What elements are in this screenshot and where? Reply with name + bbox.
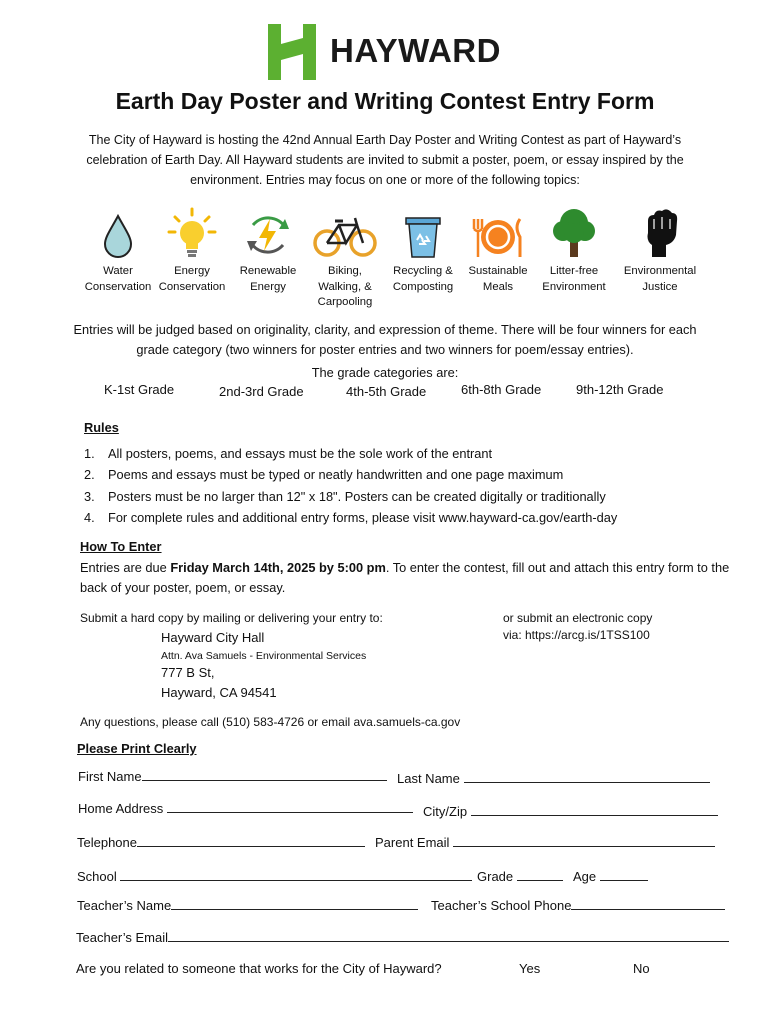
telephone-blank[interactable] (137, 832, 365, 847)
topic-label-line: Conservation (84, 280, 152, 293)
grade-category: 9th-12th Grade (576, 382, 664, 397)
topic-label-line: Environment (542, 280, 606, 293)
teacher-phone-label: Teacher’s School Phone (431, 898, 572, 913)
topic-label-line: Environmental (623, 265, 697, 277)
rule-text: For complete rules and additional entry forms, please visit www.hayward-ca.gov/earth-day (108, 510, 618, 525)
telephone-label: Telephone (77, 835, 137, 850)
address-name: Hayward City Hall (161, 630, 265, 645)
topic-label-line: Water (103, 265, 133, 277)
address-attn: Attn. Ava Samuels - Environmental Services (161, 650, 367, 662)
home-address-label: Home Address (78, 801, 164, 816)
electronic-line-2: via: https://arcg.is/1TSS100 (503, 628, 650, 642)
topic-label-line: Meals (482, 280, 514, 293)
no-option[interactable]: No (633, 961, 650, 976)
city-zip-label: City/Zip (423, 804, 468, 819)
topic-label-line: Carpooling (317, 296, 373, 308)
topic-litter-free-environment (534, 205, 614, 295)
age-label: Age (573, 869, 597, 884)
yes-option[interactable]: Yes (519, 961, 541, 976)
teacher-phone-field[interactable] (431, 895, 725, 913)
mail-intro: Submit a hard copy by mailing or delivering your entry to: (80, 611, 383, 625)
enter-text-pre: Entries are due (80, 560, 171, 575)
parent-email-label: Parent Email (375, 835, 450, 850)
rule-text: Poems and essays must be typed or neatly handwritten and one page maximum (108, 467, 564, 482)
topic-label-line: Renewable (239, 265, 297, 277)
city-zip-blank[interactable] (471, 801, 718, 816)
rule-number: 3. (84, 489, 95, 504)
related-question: Are you related to someone that works for the City of Hayward? (76, 961, 442, 976)
lightning-cycle-icon (243, 211, 293, 259)
topic-recycling-composting (383, 205, 463, 295)
bicycle-icon (312, 215, 378, 259)
how-to-enter-heading: How To Enter (80, 539, 162, 554)
rule-number: 4. (84, 510, 95, 525)
topic-label-line: Energy (174, 265, 210, 277)
first-name-label: First Name (78, 769, 142, 784)
topic-label-line: Recycling & (393, 265, 453, 277)
grade-field[interactable] (477, 866, 563, 884)
hayward-h-logo-icon (268, 24, 316, 80)
last-name-blank[interactable] (464, 768, 710, 783)
how-to-enter-paragraph (80, 558, 730, 598)
topic-water-conservation (78, 205, 158, 295)
teacher-name-field[interactable] (77, 895, 418, 913)
topic-label-line: Walking, & (318, 280, 372, 293)
city-zip-field[interactable] (423, 801, 718, 819)
teacher-email-field[interactable] (76, 927, 729, 945)
parent-email-field[interactable] (375, 832, 715, 850)
tree-icon (551, 205, 597, 259)
last-name-label: Last Name (397, 771, 460, 786)
questions-line: Any questions, please call (510) 583-4726 or email ava.samuels-ca.gov (80, 715, 461, 729)
logo-wordmark: HAYWARD (330, 32, 501, 69)
grade-label: Grade (477, 869, 514, 884)
home-address-field[interactable] (78, 798, 413, 816)
plate-fork-knife-icon (470, 215, 526, 259)
topic-environmental-justice (620, 205, 700, 295)
topic-label-line: Litter-free (549, 265, 599, 277)
intro-paragraph: The City of Hayward is hosting the 42nd Annual Earth Day Poster and Writing Contest as part of Hayward’s celebration of Earth Day. All Hayward students are invited to submit a poster, poem, or essay inspired by the environment. Entries may focus on one or more of the following topics: (86, 133, 684, 187)
age-field[interactable] (573, 866, 648, 884)
judging-paragraph: Entries will be judged based on originality, clarity, and expression of theme. There will be four winners for each grade category (two winners for poster entries and two winners for poem/essay entries). (73, 322, 697, 357)
grade-category: 6th-8th Grade (461, 382, 542, 397)
rule-number: 1. (84, 446, 95, 461)
form-heading: Please Print Clearly (77, 741, 197, 756)
raised-fist-icon (640, 205, 680, 259)
home-address-blank[interactable] (167, 798, 413, 813)
grade-categories-intro: The grade categories are: (311, 365, 459, 380)
school-blank[interactable] (120, 866, 472, 881)
page-title: Earth Day Poster and Writing Contest Entry Form (115, 88, 655, 114)
rules-heading: Rules (84, 420, 119, 435)
grade-blank[interactable] (517, 866, 563, 881)
topic-biking-walking (305, 205, 385, 311)
deadline: Friday March 14th, 2025 by 5:00 pm (170, 560, 386, 575)
electronic-line-1: or submit an electronic copy (503, 611, 653, 625)
enter-text-post: . To enter the contest, fill out and attach this entry form to the back of your poster, poem, or essay. (80, 560, 730, 595)
topic-label-line: Energy (250, 280, 286, 293)
school-field[interactable] (77, 866, 472, 884)
topic-label-line: Composting (392, 280, 454, 293)
grade-category: K-1st Grade (104, 382, 175, 397)
topic-energy-conservation (152, 205, 232, 295)
topic-label-line: Justice (642, 280, 678, 293)
teacher-email-label: Teacher’s Email (76, 930, 169, 945)
recycling-bin-icon (403, 215, 443, 259)
topic-label-line: Biking, (328, 265, 362, 277)
topic-renewable-energy (228, 205, 308, 295)
topic-sustainable-meals (458, 205, 538, 295)
last-name-field[interactable] (397, 768, 710, 786)
address-city: Hayward, CA 94541 (161, 685, 277, 700)
first-name-field[interactable] (78, 766, 387, 784)
water-drop-icon (101, 213, 135, 259)
teacher-name-label: Teacher’s Name (77, 898, 172, 913)
telephone-field[interactable] (77, 832, 365, 850)
rule-number: 2. (84, 467, 95, 482)
rule-text: All posters, poems, and essays must be the sole work of the entrant (108, 446, 493, 461)
address-street: 777 B St, (161, 665, 215, 680)
teacher-phone-blank[interactable] (571, 895, 725, 910)
topic-label-line: Sustainable (468, 265, 528, 277)
topic-label-line: Conservation (158, 280, 226, 293)
first-name-blank[interactable] (142, 766, 387, 781)
school-label: School (77, 869, 117, 884)
grade-category: 4th-5th Grade (346, 384, 427, 399)
light-bulb-icon (167, 207, 217, 259)
rule-text: Posters must be no larger than 12" x 18". Posters can be created digitally or traditionally (108, 489, 606, 504)
grade-category: 2nd-3rd Grade (219, 384, 304, 399)
teacher-email-blank[interactable] (168, 927, 729, 942)
teacher-name-blank[interactable] (171, 895, 418, 910)
hayward-logo (268, 24, 508, 80)
age-blank[interactable] (600, 866, 648, 881)
parent-email-blank[interactable] (453, 832, 715, 847)
